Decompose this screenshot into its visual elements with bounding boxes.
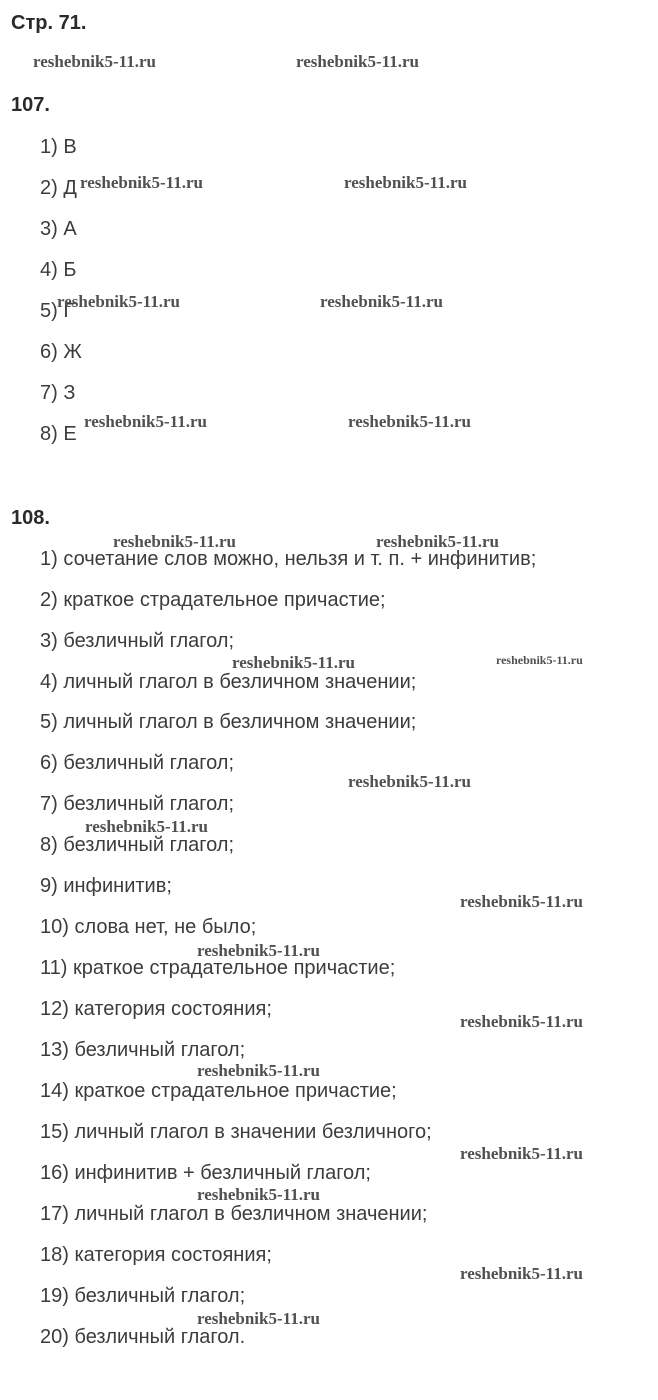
task-108-answer: 1) сочетание слов можно, нельзя и т. п. + инфинитив; <box>40 548 537 570</box>
task-108-number: 108. <box>11 507 50 529</box>
task-107-answer: 7) З <box>40 382 76 404</box>
task-107-answer: 5) Г <box>40 300 75 322</box>
watermark: reshebnik5-11.ru <box>320 292 443 311</box>
task-108-answer: 19) безличный глагол; <box>40 1285 246 1307</box>
watermark: reshebnik5-11.ru <box>57 292 180 311</box>
task-108-answer: 18) категория состояния; <box>40 1244 272 1266</box>
task-108-answer: 12) категория состояния; <box>40 998 272 1020</box>
watermark: reshebnik5-11.ru <box>85 817 208 836</box>
task-108-answer: 13) безличный глагол; <box>40 1039 246 1061</box>
task-107-answer: 2) Д <box>40 177 77 199</box>
watermark: reshebnik5-11.ru <box>344 173 467 192</box>
watermark: reshebnik5-11.ru <box>496 653 583 667</box>
task-108-answer: 2) краткое страдательное причастие; <box>40 589 386 611</box>
watermark: reshebnik5-11.ru <box>232 653 355 672</box>
task-108-answer: 7) безличный глагол; <box>40 793 235 815</box>
watermark: reshebnik5-11.ru <box>348 412 471 431</box>
task-107-answer: 3) А <box>40 218 77 240</box>
task-107-answer: 8) Е <box>40 423 77 445</box>
task-107-number: 107. <box>11 94 50 116</box>
watermark: reshebnik5-11.ru <box>460 1264 583 1283</box>
watermark: reshebnik5-11.ru <box>197 1061 320 1080</box>
watermark: reshebnik5-11.ru <box>84 412 207 431</box>
watermark: reshebnik5-11.ru <box>80 173 203 192</box>
watermark: reshebnik5-11.ru <box>348 772 471 791</box>
task-108-answer: 3) безличный глагол; <box>40 630 235 652</box>
task-107-answer: 6) Ж <box>40 341 82 363</box>
task-108-answer: 8) безличный глагол; <box>40 834 235 856</box>
watermark: reshebnik5-11.ru <box>460 892 583 911</box>
watermark: reshebnik5-11.ru <box>113 532 236 551</box>
task-108-answer: 15) личный глагол в значении безличного; <box>40 1121 432 1143</box>
watermark: reshebnik5-11.ru <box>460 1144 583 1163</box>
task-107-answer: 1) В <box>40 136 77 158</box>
task-108-answer: 9) инфинитив; <box>40 875 172 897</box>
watermark: reshebnik5-11.ru <box>197 1309 320 1328</box>
task-108-answer: 16) инфинитив + безличный глагол; <box>40 1162 371 1184</box>
watermark: reshebnik5-11.ru <box>197 941 320 960</box>
task-108-answer: 11) краткое страдательное причастие; <box>40 957 396 979</box>
watermark: reshebnik5-11.ru <box>376 532 499 551</box>
task-108-answer: 5) личный глагол в безличном значении; <box>40 711 417 733</box>
task-107-answer: 4) Б <box>40 259 77 281</box>
watermark: reshebnik5-11.ru <box>296 52 419 71</box>
task-108-answer: 14) краткое страдательное причастие; <box>40 1080 397 1102</box>
watermark: reshebnik5-11.ru <box>197 1185 320 1204</box>
page-title: Стр. 71. <box>11 12 87 34</box>
task-108-answer: 17) личный глагол в безличном значении; <box>40 1203 428 1225</box>
watermark: reshebnik5-11.ru <box>33 52 156 71</box>
task-108-answer: 6) безличный глагол; <box>40 752 235 774</box>
task-108-answer: 4) личный глагол в безличном значении; <box>40 671 417 693</box>
watermark: reshebnik5-11.ru <box>460 1012 583 1031</box>
task-108-answer: 20) безличный глагол. <box>40 1326 246 1348</box>
task-108-answer: 10) слова нет, не было; <box>40 916 257 938</box>
